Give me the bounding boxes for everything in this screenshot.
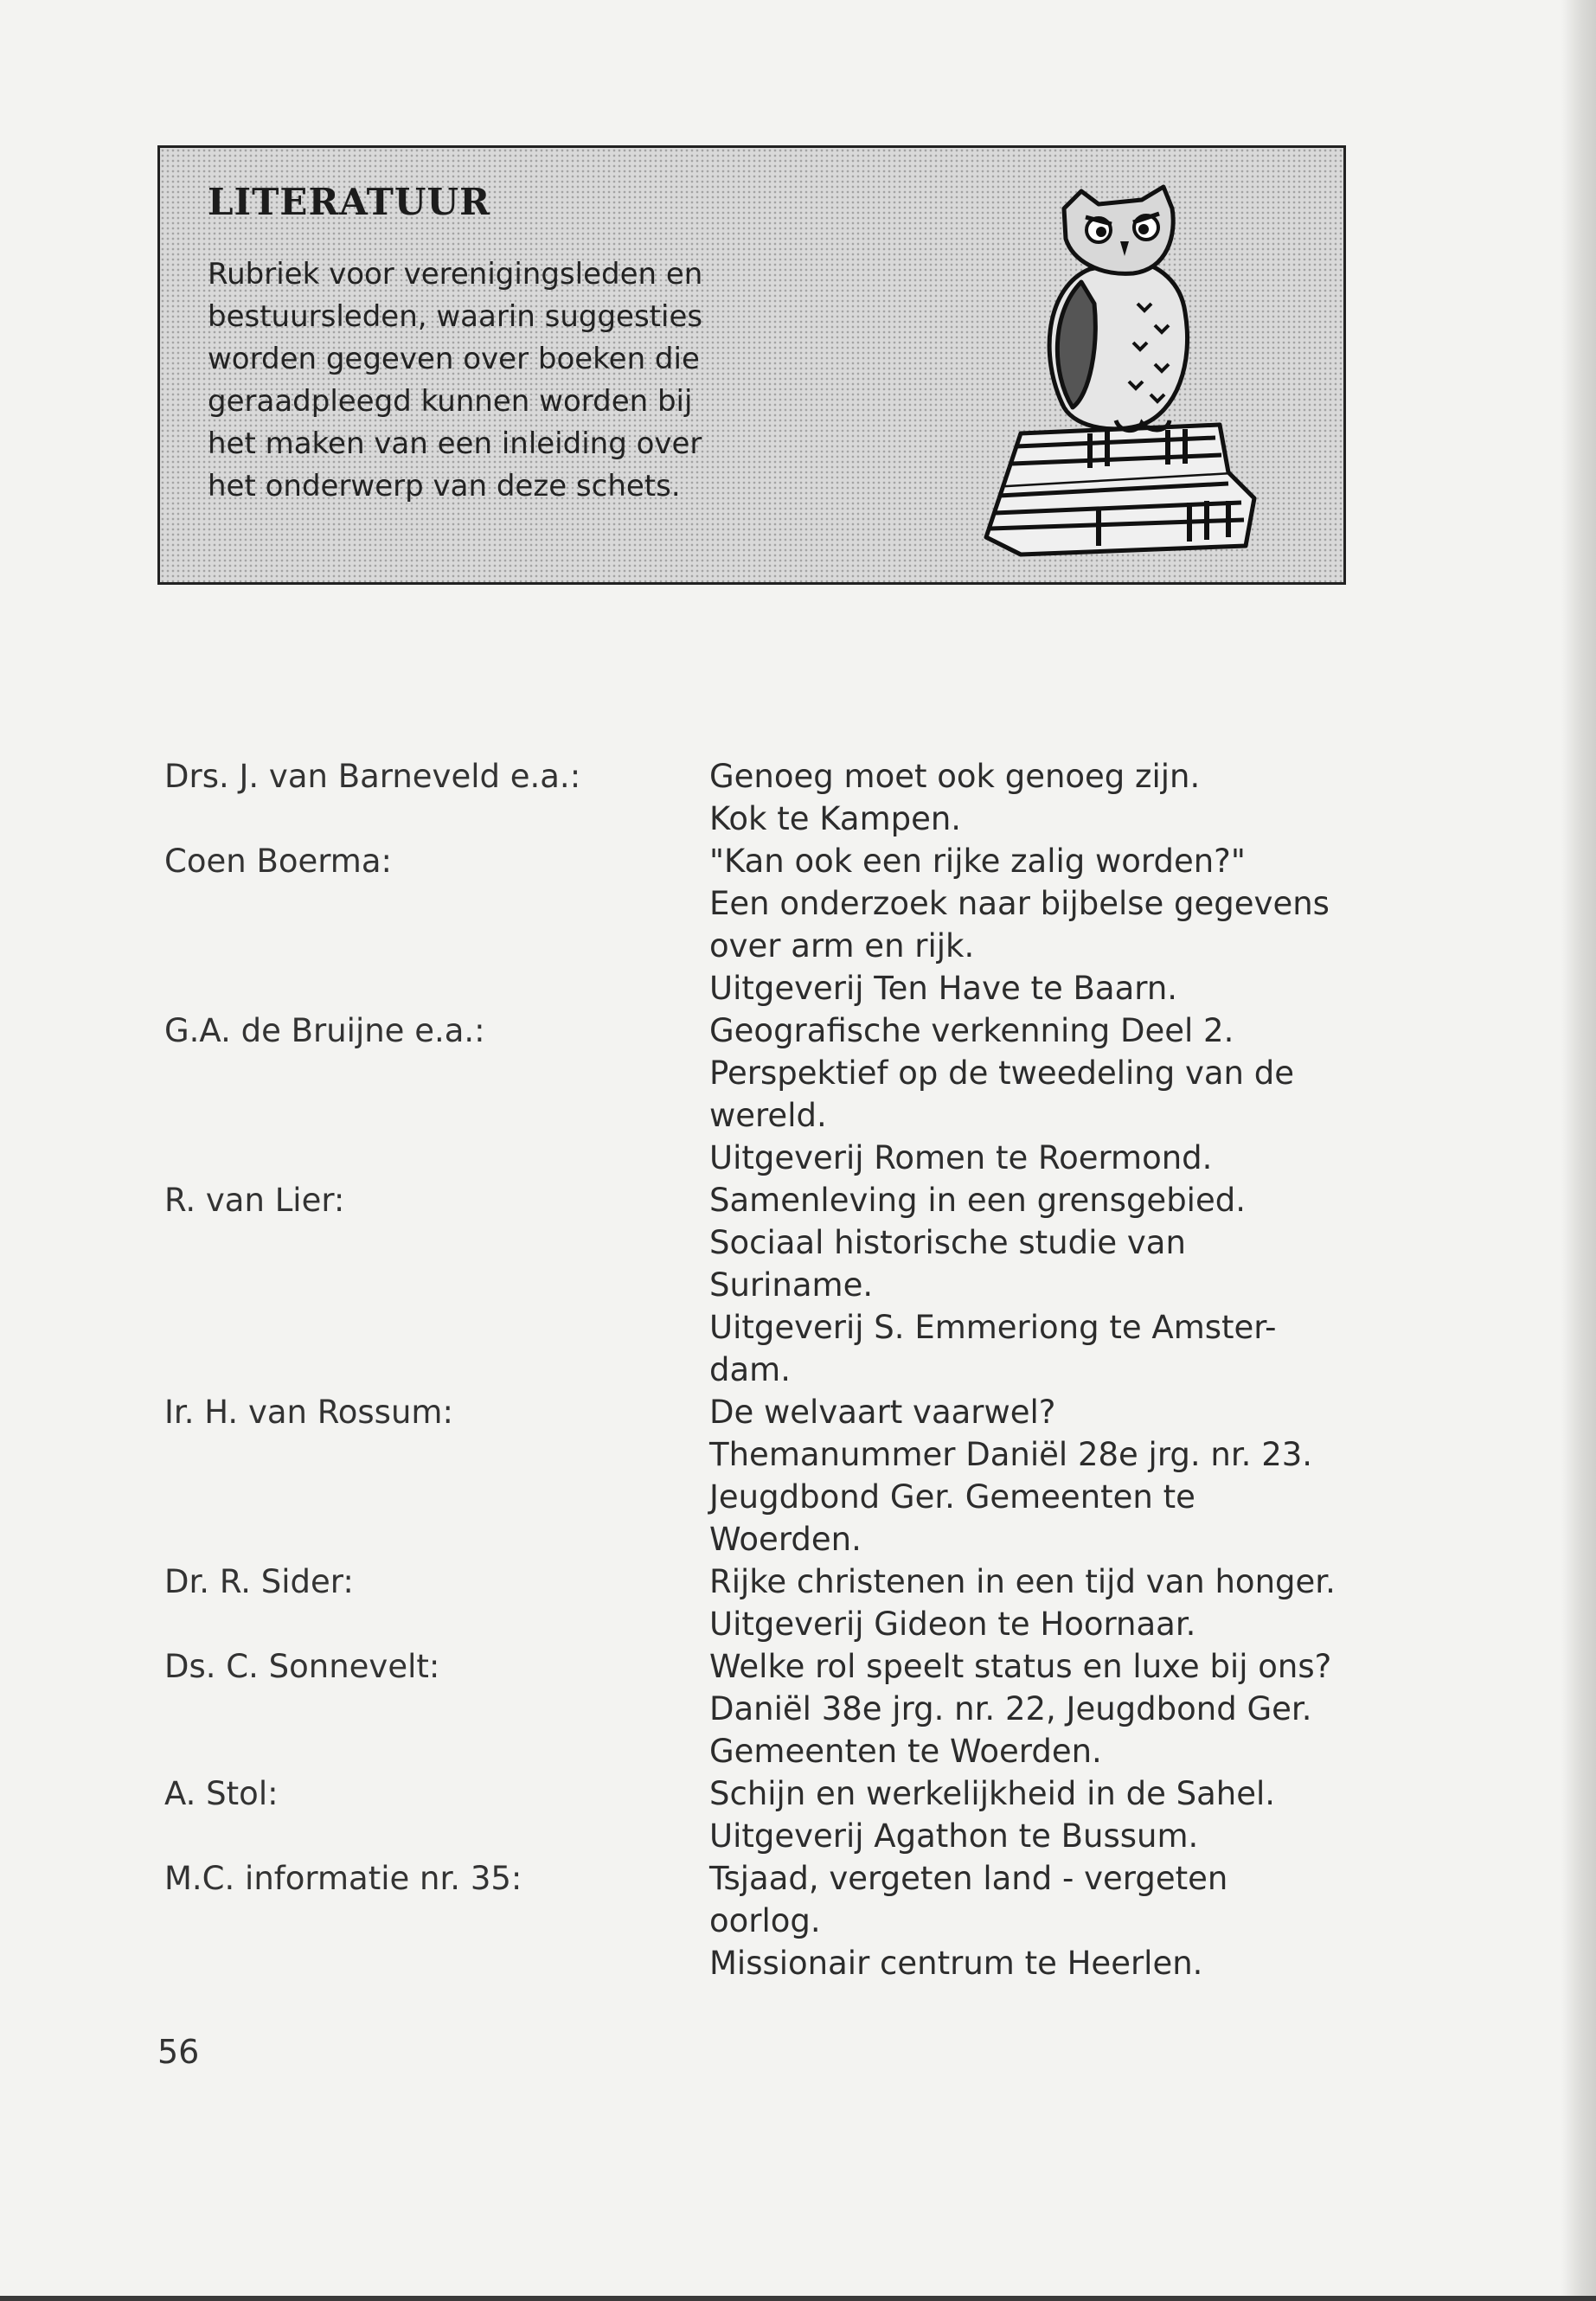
entry-author: Ir. H. van Rossum:	[164, 1394, 453, 1431]
header-description: Rubriek voor verenigingsleden en bestuursleden, waarin suggesties worden gegeven over boeken die geraadpleegd kunnen worden bij het maken van een inleiding over het onderwerp van deze schets.	[208, 257, 703, 503]
entry-line: wereld.	[709, 1097, 827, 1134]
entry-author: Ds. C. Sonnevelt:	[164, 1648, 440, 1685]
entry-line: Genoeg moet ook genoeg zijn.	[709, 758, 1201, 795]
entry-details	[709, 755, 1200, 840]
page-bottom-edge	[0, 2296, 1596, 2301]
entry-author: Drs. J. van Barneveld e.a.:	[164, 758, 581, 795]
page-edge-shadow	[1561, 0, 1596, 2301]
owl-on-books-icon	[969, 174, 1280, 563]
entry-line: Welke rol speelt status en luxe bij ons?	[709, 1648, 1332, 1685]
literature-header-box	[157, 145, 1346, 585]
entry-author: A. Stol:	[164, 1775, 279, 1812]
entry-line: Kok te Kampen.	[709, 800, 962, 837]
entry-line: Schijn en werkelijkheid in de Sahel.	[709, 1775, 1276, 1812]
entry-line: Uitgeverij Gideon te Hoornaar.	[709, 1606, 1196, 1643]
entry-details	[709, 1857, 1227, 1984]
entry-line: Uitgeverij S. Emmeriong te Amster-	[709, 1309, 1277, 1346]
entry-line: Jeugdbond Ger. Gemeenten te	[709, 1478, 1195, 1516]
header-title: LITERATUUR	[208, 181, 491, 223]
entry-line: oorlog.	[709, 1902, 821, 1939]
entry-line: Woerden.	[709, 1521, 862, 1558]
entry-line: dam.	[709, 1351, 791, 1388]
entry-line: "Kan ook een rijke zalig worden?"	[709, 843, 1246, 880]
entry-line: Uitgeverij Romen te Roermond.	[709, 1139, 1213, 1176]
entry-line: Missionair centrum te Heerlen.	[709, 1945, 1203, 1982]
entry-details	[709, 1772, 1275, 1857]
page-number: 56	[157, 2033, 200, 2071]
entry-details	[709, 1561, 1336, 1645]
entry-line: Samenleving in een grensgebied.	[709, 1182, 1246, 1219]
entry-author: G.A. de Bruijne e.a.:	[164, 1012, 485, 1049]
entry-line: Sociaal historische studie van	[709, 1224, 1186, 1261]
entry-line: Suriname.	[709, 1266, 874, 1304]
entry-line: Themanummer Daniël 28e jrg. nr. 23.	[709, 1436, 1313, 1473]
entry-line: Geografische verkenning Deel 2.	[709, 1012, 1234, 1049]
entry-details	[709, 1645, 1331, 1772]
entry-line: Een onderzoek naar bijbelse gegevens	[709, 885, 1330, 922]
entry-author: R. van Lier:	[164, 1182, 345, 1219]
entry-details	[709, 1391, 1312, 1561]
entry-details	[709, 840, 1330, 1009]
entry-line: Gemeenten te Woerden.	[709, 1733, 1102, 1770]
entry-author: M.C. informatie nr. 35:	[164, 1860, 522, 1897]
entry-line: Tsjaad, vergeten land - vergeten	[709, 1860, 1228, 1897]
entry-line: Uitgeverij Ten Have te Baarn.	[709, 970, 1178, 1007]
entry-details	[709, 1179, 1277, 1391]
entry-line: De welvaart vaarwel?	[709, 1394, 1056, 1431]
entry-line: Perspektief op de tweedeling van de	[709, 1054, 1294, 1092]
entry-author: Dr. R. Sider:	[164, 1563, 354, 1600]
entry-line: Uitgeverij Agathon te Bussum.	[709, 1817, 1199, 1855]
entry-author: Coen Boerma:	[164, 843, 392, 880]
entry-line: Daniël 38e jrg. nr. 22, Jeugdbond Ger.	[709, 1690, 1312, 1727]
entry-line: Rijke christenen in een tijd van honger.	[709, 1563, 1336, 1600]
entry-line: over arm en rijk.	[709, 927, 975, 965]
entry-details	[709, 1009, 1294, 1179]
